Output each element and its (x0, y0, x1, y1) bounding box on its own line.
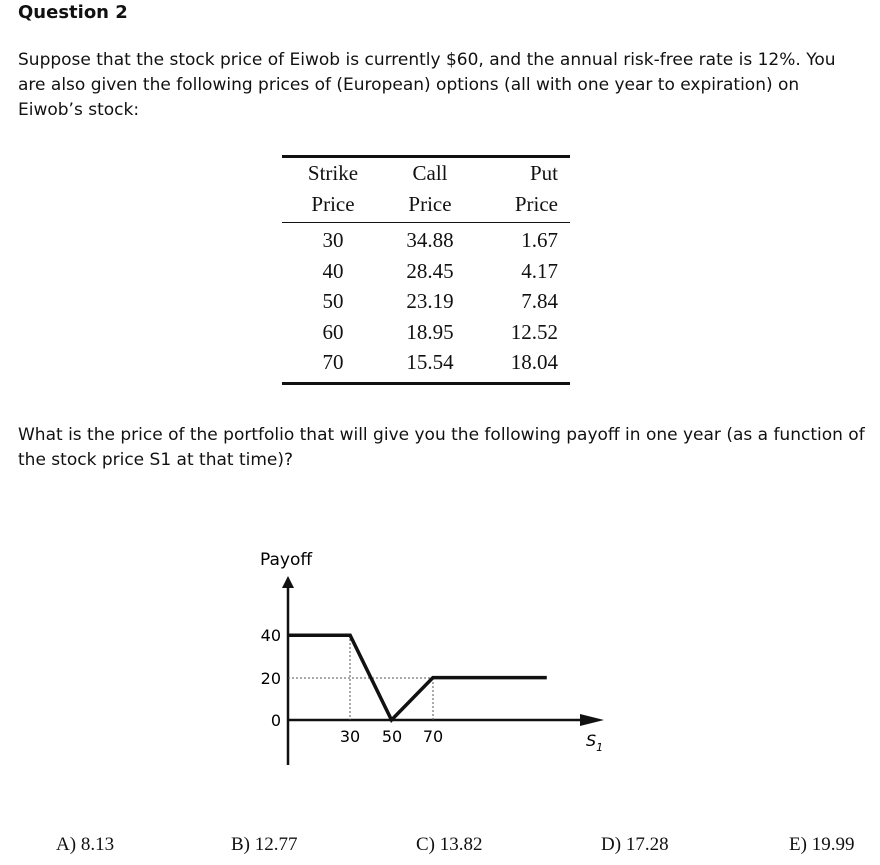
table-body (282, 223, 570, 382)
answer-choice-e[interactable]: E) 19.99 (789, 834, 855, 855)
strike-cell: 30 (322, 228, 344, 252)
answer-choice-a[interactable]: A) 8.13 (56, 834, 115, 855)
y-tick-20: 20 (260, 669, 281, 688)
put-cell: 12.52 (510, 319, 558, 344)
y-axis-arrow-icon (282, 576, 294, 588)
y-tick-40: 40 (260, 626, 281, 645)
table-bottom-rule (282, 382, 570, 385)
table-row (282, 256, 570, 287)
table-row (282, 225, 570, 256)
y-axis-label: Payoff (260, 550, 313, 570)
header-put-price: Price (514, 192, 558, 216)
y-tick-0: 0 (270, 711, 281, 730)
table-row (282, 317, 570, 348)
x-axis-label: $S_1$ (586, 731, 604, 754)
table-header-row-2 (282, 189, 570, 220)
header-strike: Strike (307, 161, 359, 185)
strike-cell: 70 (322, 350, 344, 374)
payoff-diagram (240, 540, 620, 775)
header-put: Put (529, 161, 558, 185)
question-intro-text: Suppose that the stock price of Eiwob is currently $60, and the annual risk-free rate is 12%. You are also given the following prices of (European) options (all with one year to expiration) on Eiwob’s stock: (18, 50, 836, 120)
call-cell: 34.88 (406, 228, 454, 252)
answer-choice-d[interactable]: D) 17.28 (601, 834, 669, 855)
put-cell: 7.84 (521, 289, 558, 313)
x-axis-arrow-icon (580, 714, 604, 726)
answer-choice-b[interactable]: B) 12.77 (231, 834, 298, 855)
put-cell: 18.04 (510, 350, 558, 374)
table-header-row-1 (282, 158, 570, 189)
strike-cell: 60 (322, 319, 344, 344)
table-row (282, 286, 570, 317)
question-heading: Question 2 (18, 2, 128, 23)
x-tick-70: 70 (422, 727, 444, 746)
put-cell: 4.17 (521, 258, 558, 283)
answer-choice-c[interactable]: C) 13.82 (416, 834, 483, 855)
call-cell: 15.54 (406, 350, 454, 374)
table-row (282, 347, 570, 378)
header-call: Call (412, 161, 448, 185)
put-cell: 1.67 (521, 228, 558, 252)
call-cell: 18.95 (406, 319, 454, 344)
strike-cell: 40 (322, 258, 344, 283)
call-cell: 23.19 (406, 289, 454, 313)
question-prompt-text: What is the price of the portfolio that will give you the following payoff in one year (as a function of the stock price S1 at that time)? (18, 425, 865, 470)
strike-cell: 50 (322, 289, 344, 313)
call-cell: 28.45 (406, 258, 454, 283)
header-strike-price: Price (311, 192, 355, 216)
x-tick-30: 30 (339, 727, 361, 746)
options-price-table (282, 155, 570, 385)
header-call-price: Price (408, 192, 452, 216)
x-tick-50: 50 (381, 727, 403, 746)
